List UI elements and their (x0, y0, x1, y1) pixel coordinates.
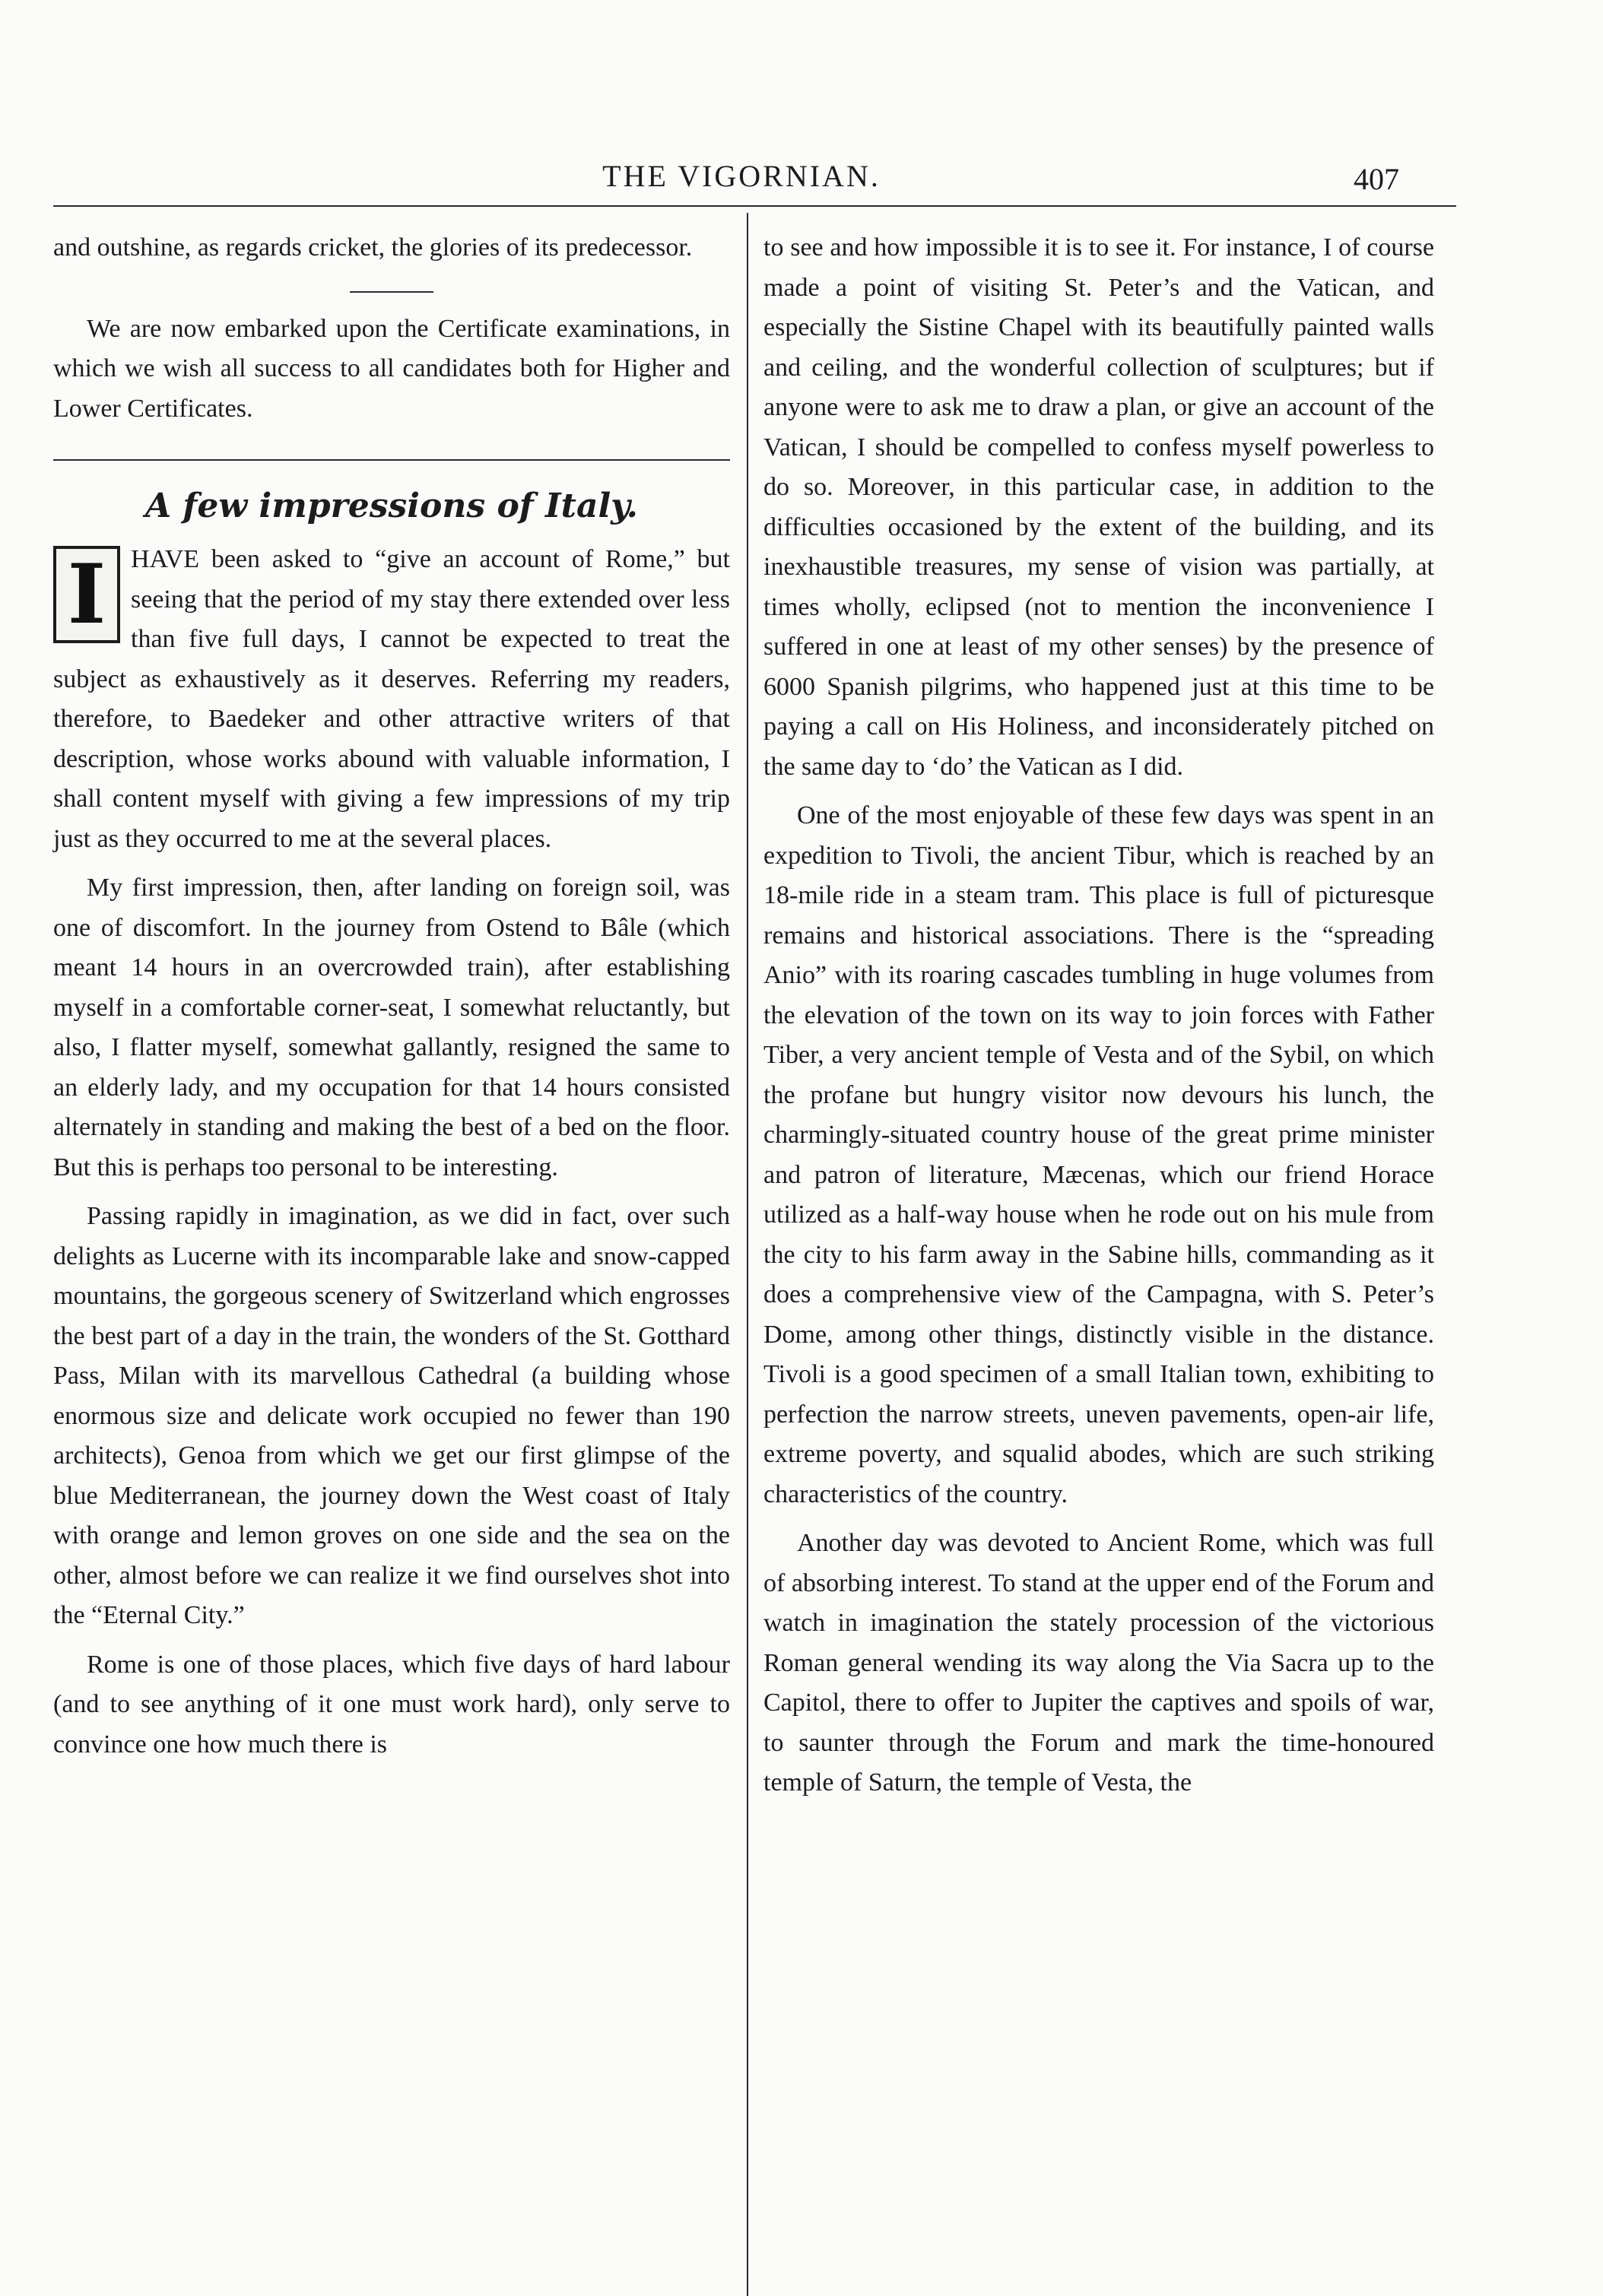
article-title: A few impressions of Italy. (144, 487, 639, 525)
article-rule (53, 459, 730, 461)
first-impression-paragraph: My first impression, then, after landing on foreign soil, was one of discomfort. In the journey from Ostend to Bâle (which meant 14 hours in an overcrowded train), after establishing myself in a comfortable corner-seat, I somewhat reluctantly, but also, I flatter myself, somewhat gallantly, resigned the same to an elderly lady, and my occupation for that 14 hours consisted alternately in standing and making the best of a bed on the floor. But this is perhaps too personal to be interesting. (53, 874, 730, 1181)
column-divider (747, 213, 748, 2296)
running-title: THE VIGORNIAN. (602, 159, 881, 193)
right-column (763, 228, 1434, 1803)
journey-paragraph: Passing rapidly in imagination, as we did in fact, over such delights as Lucerne with its incomparable lake and snow-capped mountains, the gorgeous scenery of Switzerland which engrosses the best part of a day in the train, the wonders of the St. Gotthard Pass, Milan with its marvellous Cathedral (a building whose enormous size and delicate work occupied no fewer than 190 architects), Genoa from which we get our first glimpse of the blue Mediterranean, the journey down the West coast of Italy with orange and lemon groves on one side and the sea on the other, almost before we can realize it we find ourselves shot into the “Eternal City.” (53, 1202, 730, 1629)
tivoli-paragraph: One of the most enjoyable of these few days was spent in an expedition to Tivoli, the ancient Tibur, which is reached by an 18-mile ride in a steam tram. This place is full of picturesque remains and historical associations. There is the “spreading Anio” with its roaring cascades tumbling in huge volumes from the elevation of the town on its way to join forces with Father Tiber, a very ancient temple of Vesta and of the Sybil, on which the profane but hungry visitor now devours his lunch, the charmingly-situated country house of the great prime minister and patron of literature, Mæcenas, which our friend Horace utilized as a half-way house when he rode out on his mule from the city to his farm away in the Sabine hills, commanding as it does a comprehensive view of the Campagna, with S. Peter’s Dome, among other things, distinctly visible in the distance. Tivoli is a good specimen of a small Italian town, exhibiting to perfection the narrow streets, uneven pavements, open-air life, extreme poverty, and squalid abodes, which are such striking characteristics of the country. (763, 801, 1434, 1508)
dropcap-letter: I (67, 547, 106, 642)
opening-paragraph-text: HAVE been asked to “give an account of Rome,” but seeing that the period of my stay there extended over less than five full days, I cannot be expected to treat the subject as exhaustively as it deserves. Referring my readers, therefore, to Baedeker and other attractive writers of that description, whose works abound with valuable information, I shall content myself with giving a few impressions of my trip just as they occurred to me at the several places. (53, 545, 730, 853)
section-rule (350, 291, 433, 293)
running-header (53, 152, 1430, 207)
header-rule (53, 205, 1456, 207)
left-column (53, 228, 730, 1765)
vatican-paragraph: to see and how impossible it is to see it. For instance, I of course made a point of visiting St. Peter’s and the Vatican, and especially the Sistine Chapel with its beautifully painted walls and ceiling, and the wonderful collection of sculptures; but if anyone were to ask me to draw a plan, or give an account of the Vatican, I should be compelled to confess myself powerless to do so. Moreover, in this particular case, in addition to the difficulties occasioned by the extent of the building, and its inexhaustible treasures, my sense of vision was partially, at times wholly, eclipsed (not to mention the inconvenience I suffered in one at least of my other senses) by the presence of 6000 Spanish pilgrims, who happened just at this time to be paying a call on His Holiness, and inconsiderately pitched on the same day to ‘do’ the Vatican as I did. (763, 233, 1434, 781)
rome-paragraph: Rome is one of those places, which five days of hard labour (and to see anything of it one must work hard), only serve to convince one how much there is (53, 1650, 730, 1758)
opening-paragraph (53, 540, 730, 859)
ancient-rome-paragraph: Another day was devoted to Ancient Rome, which was full of absorbing interest. To stand at the upper end of the Forum and watch in imagination the stately procession of the victorious Roman general wending its way along the Via Sacra up to the Capitol, there to offer to Jupiter the captives and spoils of war, to saunter through the Forum and mark the time-honoured temple of Saturn, the temple of Vesta, the (763, 1529, 1434, 1797)
page-number: 407 (1354, 162, 1399, 196)
certificate-paragraph: We are now embarked upon the Certificate examinations, in which we wish all success to all candidates both for Higher and Lower Certificates. (53, 314, 730, 423)
ornamental-dropcap (53, 546, 120, 643)
continued-paragraph: and outshine, as regards cricket, the glories of its predecessor. (53, 233, 693, 262)
